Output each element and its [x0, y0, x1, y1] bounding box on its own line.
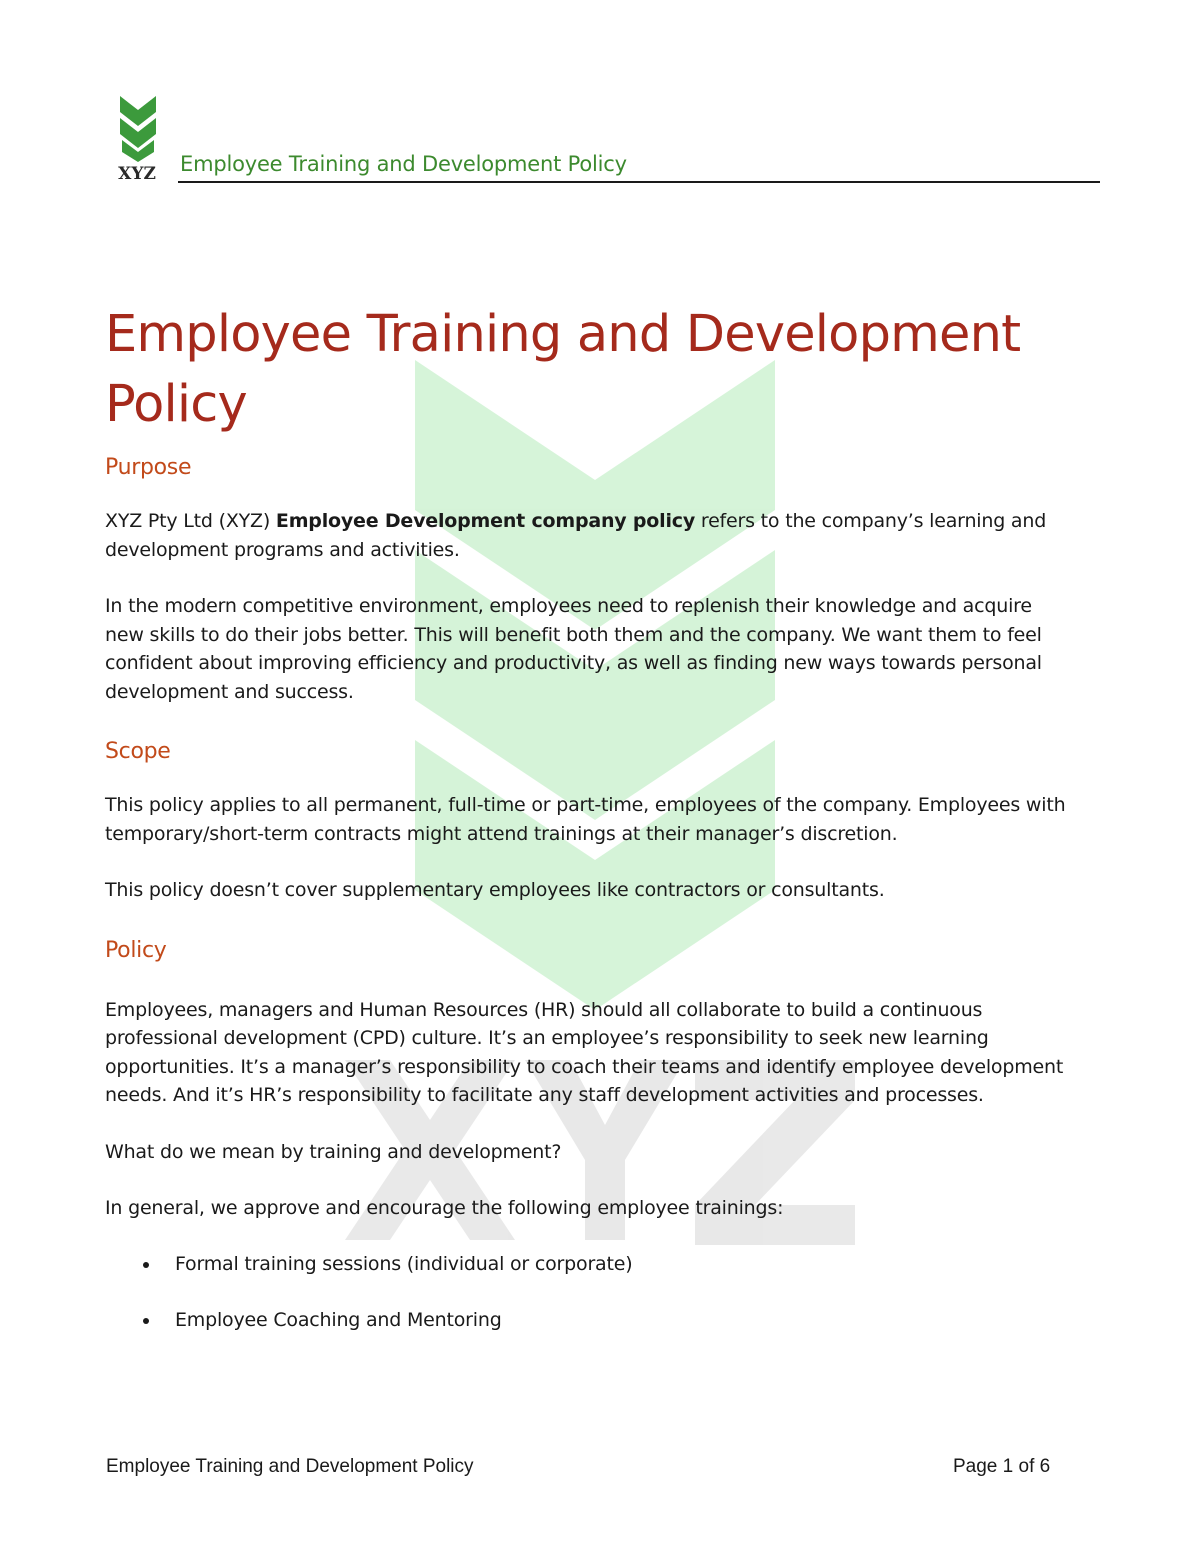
- text-line: professional development (CPD) culture. It’s an employee’s responsibility to seek new learning: [105, 1027, 989, 1049]
- policy-paragraph-2: What do we mean by training and development?: [105, 1140, 562, 1163]
- purpose-paragraph-2: [105, 592, 1095, 706]
- purpose-p1-line2: development programs and activities.: [105, 538, 460, 561]
- header-title: Employee Training and Development Policy: [180, 152, 627, 176]
- list-item: [105, 1306, 1095, 1334]
- bullet-icon: [143, 1262, 149, 1268]
- text-line: needs. And it’s HR’s responsibility to facilitate any staff development activities and processes.: [105, 1084, 984, 1106]
- purpose-p1-prefix: XYZ Pty Ltd (XYZ): [105, 510, 276, 532]
- purpose-paragraph-1: [105, 507, 1095, 564]
- list-item-text: Employee Coaching and Mentoring: [175, 1308, 502, 1331]
- text-line: new skills to do their jobs better. This will benefit both them and the company. We want them to feel: [105, 623, 1042, 646]
- footer-title: Employee Training and Development Policy: [106, 1456, 474, 1477]
- document-title-line1: Employee Training and Development: [105, 305, 1021, 364]
- purpose-p1-suffix: refers to the company’s learning and: [695, 510, 1047, 532]
- text-line: opportunities. It’s a manager’s responsibility to coach their teams and identify employee development: [105, 1055, 1064, 1078]
- text-line: confident about improving efficiency and productivity, as well as finding new ways towards personal: [105, 652, 1042, 674]
- policy-paragraph-1: [105, 996, 1095, 1110]
- text-line: This policy applies to all permanent, full-time or part-time, employees of the company. Employees with: [105, 794, 1066, 816]
- logo-text: XYZ: [118, 164, 156, 182]
- scope-heading: Scope: [105, 739, 171, 764]
- scope-paragraph-2: This policy doesn’t cover supplementary employees like contractors or consultants.: [105, 879, 885, 901]
- training-list: [105, 1250, 1095, 1334]
- document-title: [105, 300, 1095, 440]
- text-line: In the modern competitive environment, employees need to replenish their knowledge and acquire: [105, 595, 1032, 617]
- scope-paragraph-1: [105, 791, 1095, 848]
- text-line: temporary/short-term contracts might attend trainings at their manager’s discretion.: [105, 822, 898, 845]
- document-title-line2: Policy: [105, 375, 247, 434]
- list-item: [105, 1250, 1095, 1278]
- xyz-logo: [108, 94, 166, 182]
- header-rule: [178, 181, 1100, 183]
- purpose-heading: Purpose: [105, 455, 192, 480]
- list-item-text: Formal training sessions (individual or corporate): [175, 1252, 633, 1275]
- document-body: [105, 300, 1095, 1334]
- policy-paragraph-3: In general, we approve and encourage the following employee trainings:: [105, 1197, 784, 1219]
- policy-heading: Policy: [105, 937, 167, 963]
- text-line: development and success.: [105, 680, 354, 703]
- purpose-p1-bold: Employee Development company policy: [275, 510, 696, 532]
- page-number: Page 1 of 6: [953, 1456, 1051, 1477]
- bullet-icon: [143, 1318, 149, 1324]
- text-line: Employees, managers and Human Resources (HR) should all collaborate to build a continuous: [105, 998, 983, 1021]
